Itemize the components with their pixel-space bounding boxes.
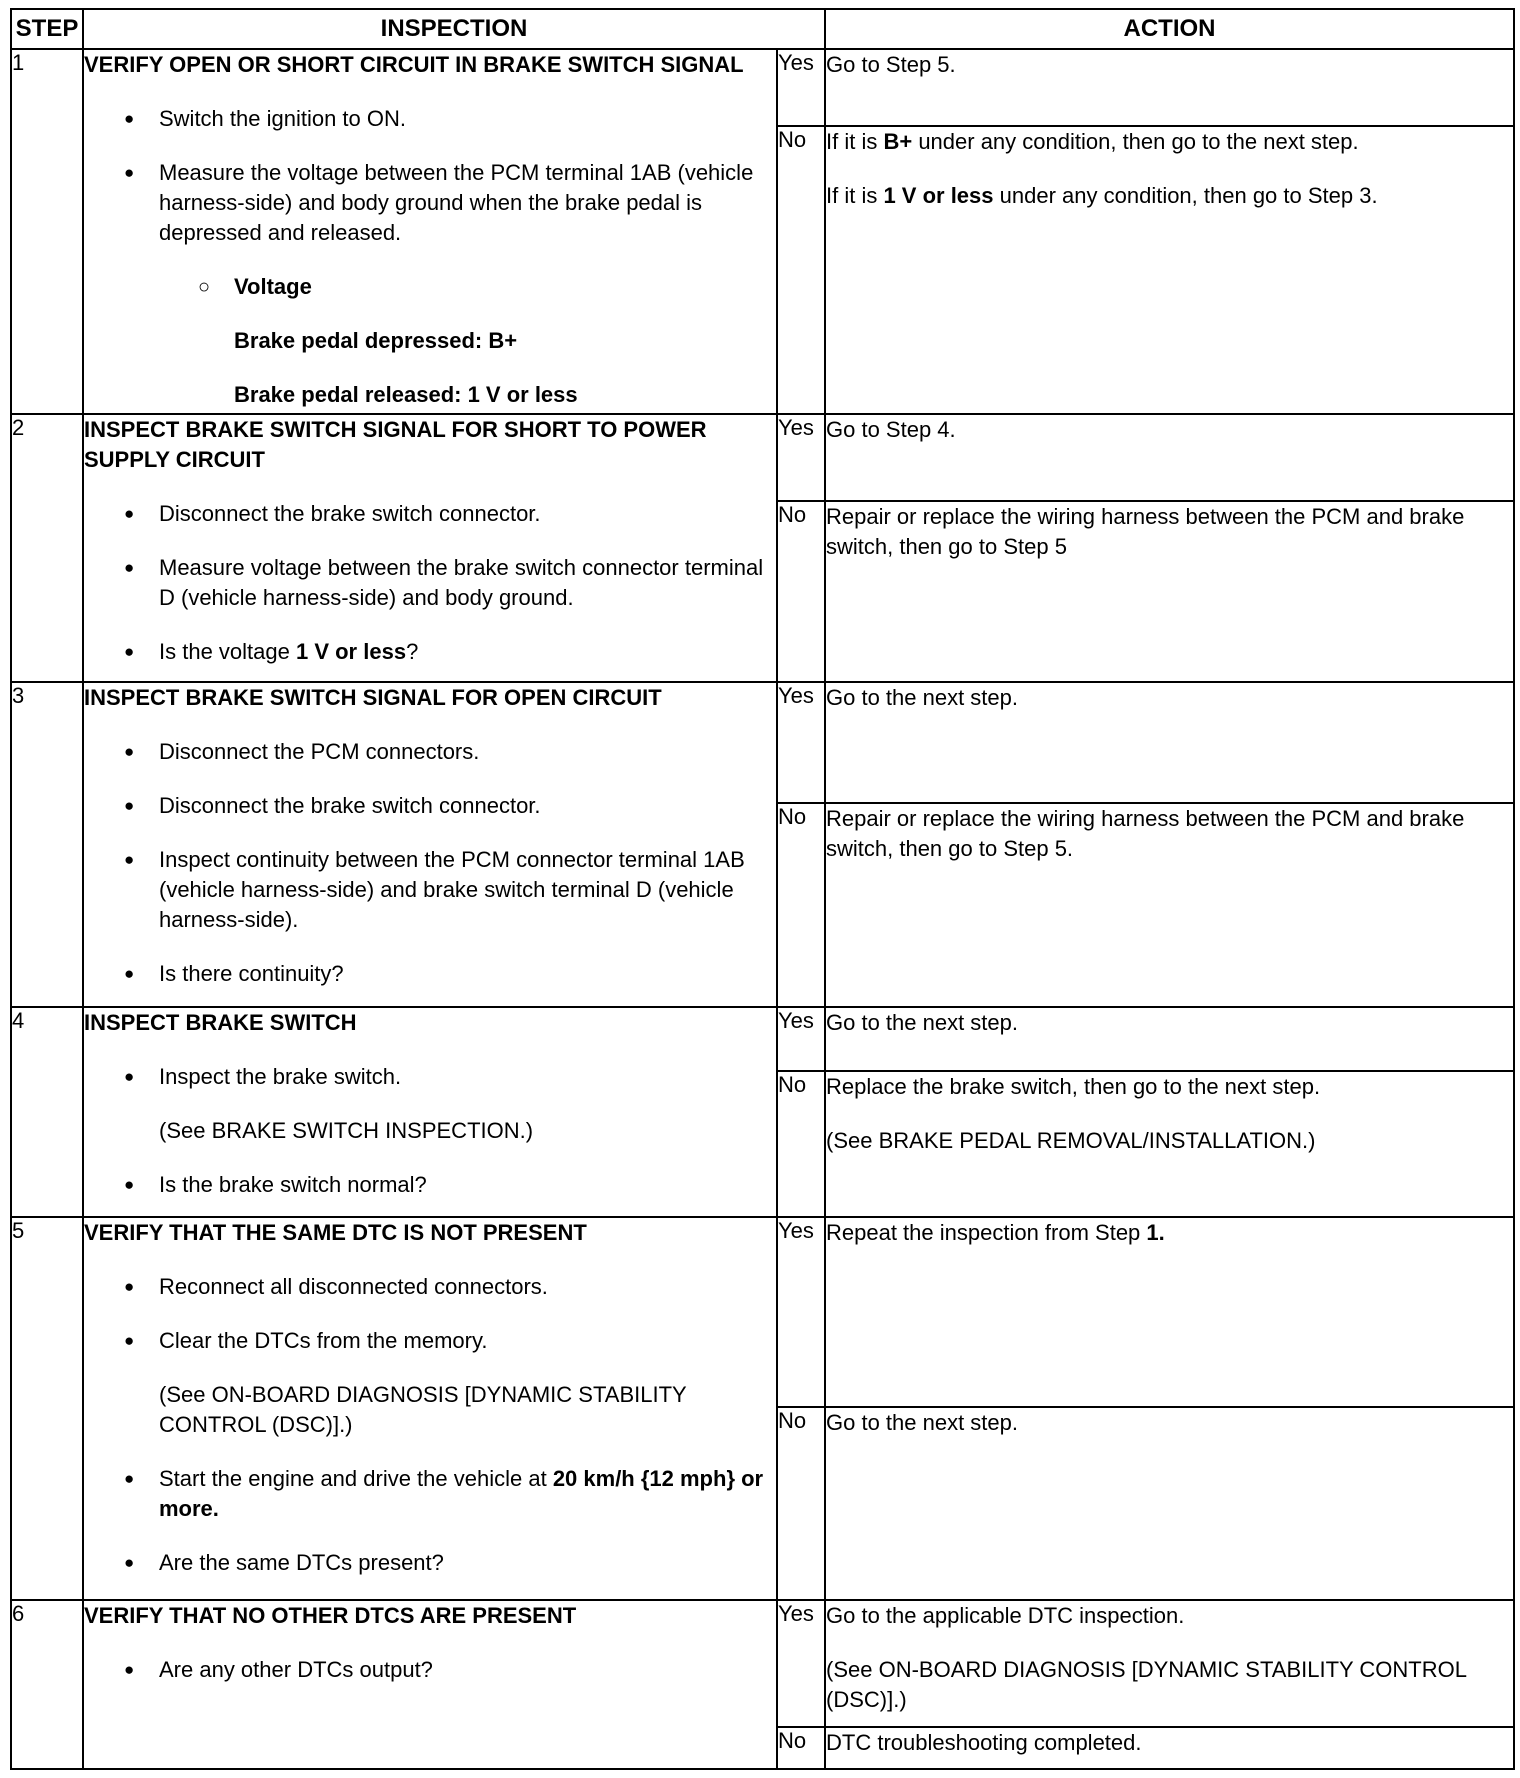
reference-note: (See BRAKE SWITCH INSPECTION.) [159,1118,534,1144]
text: Repeat the inspection from Step [826,1219,1147,1245]
step-5-yes-row [11,1217,1514,1407]
step-2-yes-row [11,414,1514,501]
bullet-item: ● Disconnect the brake switch connector. [84,499,776,529]
step-number: 6 [11,1600,83,1769]
bullet-item: ● Disconnect the brake switch connector. [84,791,776,821]
no-label: No [777,1071,825,1217]
action-text: Go to the applicable DTC inspection. [826,1602,1185,1628]
no-label: No [777,803,825,1008]
step-title: INSPECT BRAKE SWITCH SIGNAL FOR SHORT TO POWER SUPPLY CIRCUIT [84,416,707,472]
no-action: Go to the next step. [825,1407,1514,1599]
reference-note: (See ON-BOARD DIAGNOSIS [DYNAMIC STABILITY CONTROL (DSC)].) [826,1656,1467,1712]
yes-action: Go to Step 5. [825,49,1514,126]
sub-item-voltage: ○ Voltage [84,272,776,302]
step-6-yes-row [11,1600,1514,1727]
bold-text: 1. [1146,1219,1165,1245]
step-1-yes-row [11,49,1514,126]
reference-note: (See ON-BOARD DIAGNOSIS [DYNAMIC STABILITY CONTROL (DSC)].) [159,1381,687,1437]
step-number: 5 [11,1217,83,1600]
bold-text: 1 V or less [295,638,407,664]
step-3-inspection [83,682,777,1007]
action-text: Replace the brake switch, then go to the next step. [826,1073,1321,1099]
bullet-item [84,637,776,667]
bold-text: 1 V or less [883,182,994,208]
no-action: DTC troubleshooting completed. [825,1727,1514,1769]
text: under any condition, then go to Step 3. [993,182,1378,208]
bullet-item: ● Is the brake switch normal? [84,1170,776,1200]
yes-label: Yes [777,414,825,501]
bullet-item: ● Disconnect the PCM connectors. [84,737,776,767]
spec-released: Brake pedal released: 1 V or less [234,382,578,408]
bullet-item: ● Are the same DTCs present? [84,1548,776,1578]
yes-action: Go to Step 4. [825,414,1514,501]
step-number: 4 [11,1007,83,1217]
yes-label: Yes [777,1007,825,1070]
no-label: No [777,1727,825,1769]
step-title: VERIFY OPEN OR SHORT CIRCUIT IN BRAKE SWITCH SIGNAL [84,52,744,78]
bold-text: B+ [883,128,913,154]
inspection-table [10,8,1515,1770]
no-label: No [777,1407,825,1599]
step-1-inspection [83,49,777,414]
yes-label: Yes [777,1217,825,1407]
no-action [825,126,1514,414]
step-3-yes-row [11,682,1514,803]
spec-depressed: Brake pedal depressed: B+ [234,328,518,354]
header-step: STEP [11,9,83,49]
bullet-item: ● Reconnect all disconnected connectors. [84,1272,776,1302]
bold-text: 20 km/h {12 mph} or more. [159,1465,764,1521]
text: Start the engine and drive the vehicle at [159,1465,553,1491]
no-action: Repair or replace the wiring harness between the PCM and brake switch, then go to Step 5. [825,803,1514,1008]
header-action: ACTION [825,9,1514,49]
yes-action: Go to the next step. [825,1007,1514,1070]
header-inspection: INSPECTION [83,9,825,49]
header-row [11,9,1514,49]
step-title: INSPECT BRAKE SWITCH SIGNAL FOR OPEN CIRCUIT [84,684,662,710]
bullet-item: ● Inspect continuity between the PCM connector terminal 1AB (vehicle harness-side) and brake switch terminal D (vehicle harness-side). [84,845,776,935]
yes-action [825,1217,1514,1407]
no-action [825,1071,1514,1217]
step-6-inspection [83,1600,777,1769]
text: Is the voltage [159,638,296,664]
step-4-yes-row [11,1007,1514,1070]
step-title: VERIFY THAT THE SAME DTC IS NOT PRESENT [84,1219,587,1245]
bullet-item: ● Are any other DTCs output? [84,1655,776,1685]
step-2-inspection [83,414,777,682]
no-action: Repair or replace the wiring harness between the PCM and brake switch, then go to Step 5 [825,501,1514,682]
step-4-inspection [83,1007,777,1217]
yes-label: Yes [777,1600,825,1727]
text: under any condition, then go to the next step. [912,128,1359,154]
yes-action [825,1600,1514,1727]
yes-label: Yes [777,682,825,803]
bullet-item: ● Switch the ignition to ON. [84,104,776,134]
step-5-inspection [83,1217,777,1600]
step-title: INSPECT BRAKE SWITCH [84,1010,357,1036]
bullet-item: ● Measure the voltage between the PCM terminal 1AB (vehicle harness-side) and body ground when the brake pedal is depressed and released. [84,158,776,248]
bullet-item: ● Inspect the brake switch. [84,1062,776,1092]
step-number: 2 [11,414,83,682]
yes-action: Go to the next step. [825,682,1514,803]
yes-label: Yes [777,49,825,126]
bullet-item: ● Clear the DTCs from the memory. [84,1326,776,1356]
text: If it is [826,182,884,208]
step-number: 1 [11,49,83,414]
diagnostic-procedure [10,8,1513,1770]
bullet-item: ● Is there continuity? [84,959,776,989]
step-number: 3 [11,682,83,1007]
step-title: VERIFY THAT NO OTHER DTCS ARE PRESENT [84,1602,577,1628]
text: If it is [826,128,884,154]
no-label: No [777,126,825,414]
bullet-item: ● Measure voltage between the brake switch connector terminal D (vehicle harness-side) and body ground. [84,553,776,613]
no-label: No [777,501,825,682]
bullet-item [84,1464,776,1524]
reference-note: (See BRAKE PEDAL REMOVAL/INSTALLATION.) [826,1127,1316,1153]
text: ? [406,638,419,664]
